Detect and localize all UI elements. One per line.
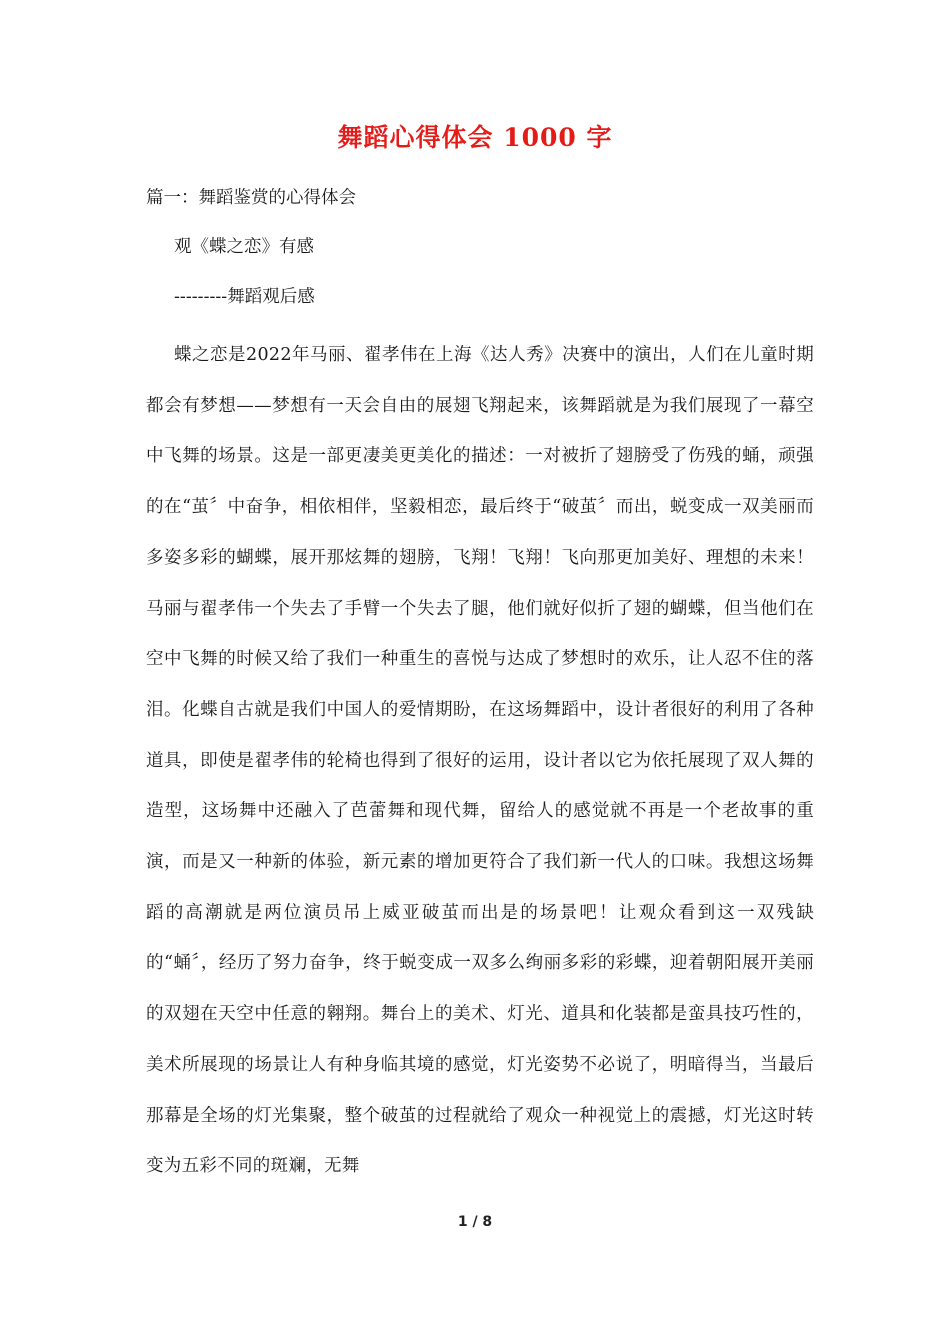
page-title: 舞蹈心得体会 1000 字: [337, 123, 613, 152]
body-paragraph: 蝶之恋是2022年马丽、翟孝伟在上海《达人秀》决赛中的演出，人们在儿童时期都会有梦想——梦想有一天会自由的展翅飞翔起来，该舞蹈就是为我们展现了一幕空中飞舞的场景。这是一部更凄美更美化的描述：一对被折了翅膀受了伤残的蛹，顽强的在“茧〞中奋争，相依相伴，坚毅相恋，最后终于“破茧〞而出，蜕变成一双美丽而多姿多彩的蝴蝶，展开那炫舞的翅膀，飞翔！飞翔！飞向那更加美好、理想的未来！马丽与翟孝伟一个失去了手臂一个失去了腿，他们就好似折了翅的蝴蝶，但当他们在空中飞舞的时候又给了我们一种重生的喜悦与达成了梦想时的欢乐，让人忍不住的落泪。化蝶自古就是我们中国人的爱情期盼，在这场舞蹈中，设计者很好的利用了各种道具，即使是翟孝伟的轮椅也得到了很好的运用，设计者以它为依托展现了双人舞的造型，这场舞中还融入了芭蕾舞和现代舞，留给人的感觉就不再是一个老故事的重演，而是又一种新的体验，新元素的增加更符合了我们新一代人的口味。我想这场舞蹈的高潮就是两位演员吊上威亚破茧而出是的场景吧！让观众看到这一双残缺的“蛹〞，经历了努力奋争，终于蜕变成一双多么绚丽多彩的彩蝶，迎着朝阳展开美丽的双翅在天空中任意的翱翔。舞台上的美术、灯光、道具和化装都是蛮具技巧性的，美术所展现的场景让人有种身临其境的感觉，灯光姿势不必说了，明暗得当，当最后那幕是全场的灯光集聚，整个破茧的过程就给了观众一种视觉上的震撼，灯光这时转变为五彩不同的斑斓，无舞: [146, 345, 814, 1177]
section-heading: 篇一：舞蹈鉴赏的心得体会: [146, 188, 356, 208]
article-subtitle: 观《蝶之恋》有感: [174, 237, 314, 257]
article-byline: ---------舞蹈观后感: [174, 287, 315, 307]
page-number: 1 / 8: [457, 1214, 493, 1230]
